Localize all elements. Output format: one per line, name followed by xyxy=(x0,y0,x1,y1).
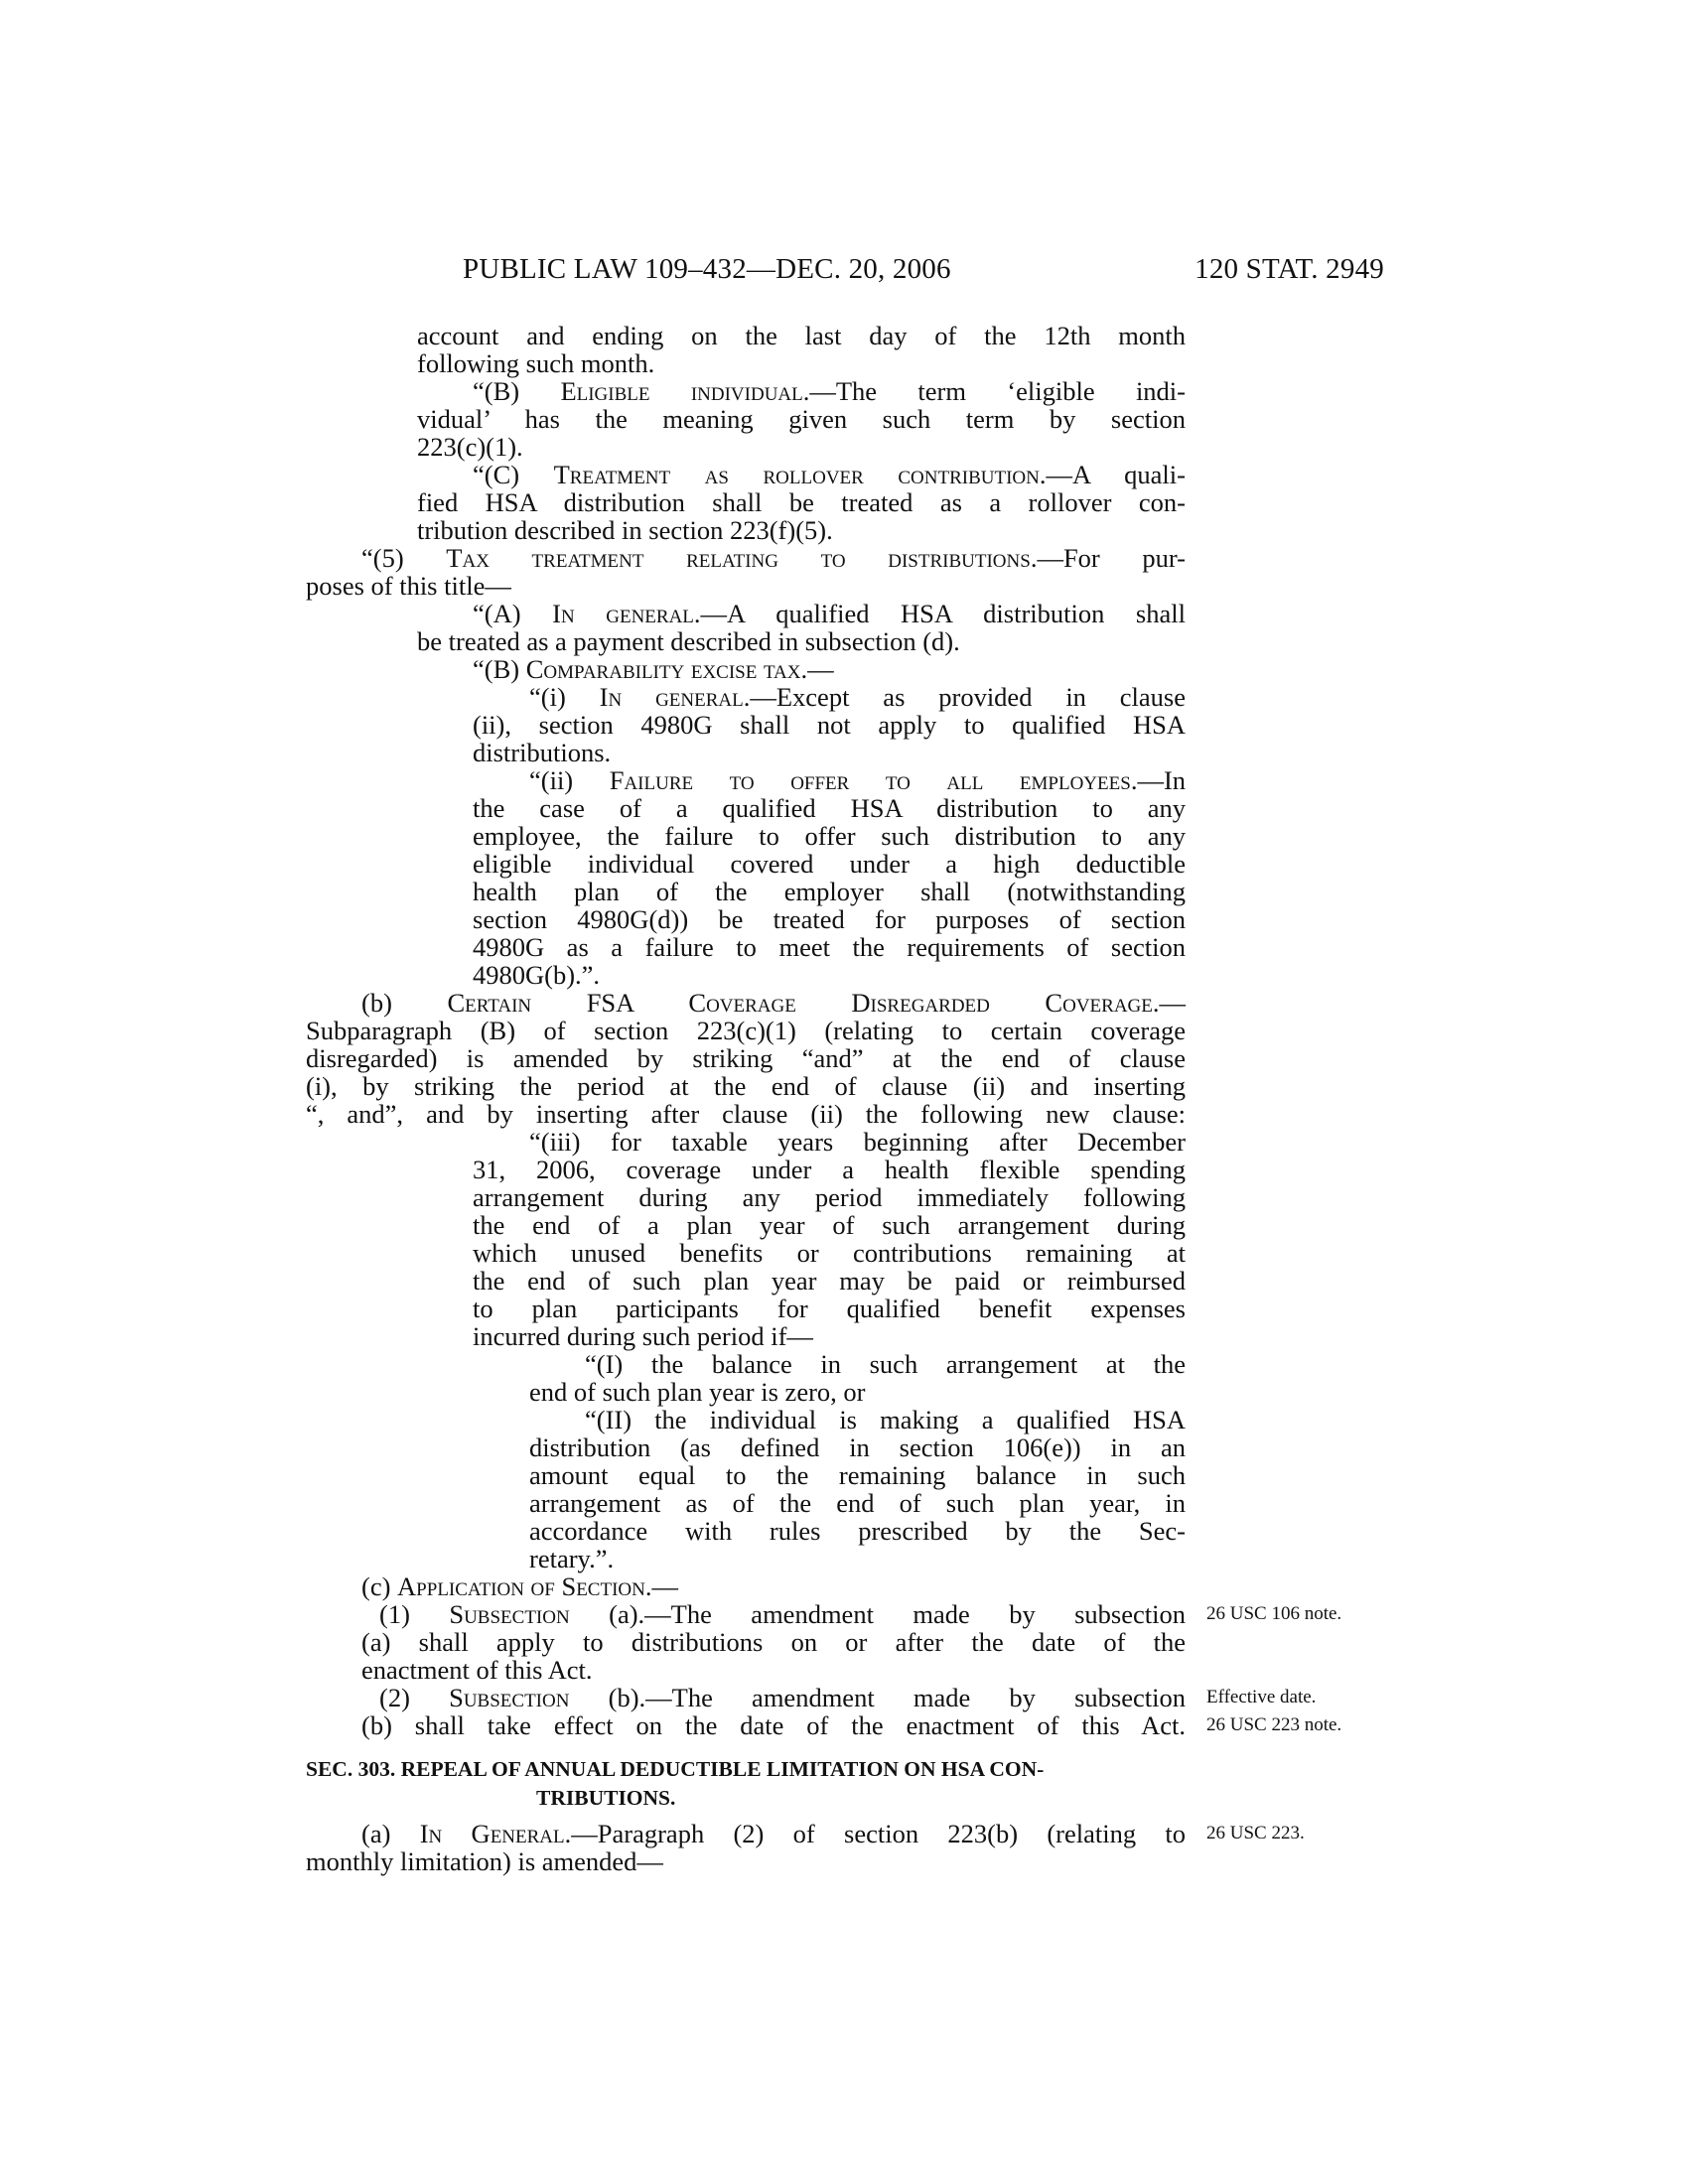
text-run: (b).—The amendment made by subsection xyxy=(569,1683,1186,1712)
text-run: the end of such plan year may be paid or reimbursed xyxy=(473,1266,1186,1296)
text-run: (a) xyxy=(361,1819,420,1848)
text-run: enactment of this Act. xyxy=(361,1655,593,1685)
text-line xyxy=(417,405,1186,433)
text-run: (a).—The amendment made by subsection xyxy=(569,1599,1186,1629)
text-line xyxy=(473,1267,1186,1295)
text-run: “(ii) xyxy=(529,765,610,795)
text-line xyxy=(529,683,1186,711)
text-run: be treated as a payment described in subsection (d). xyxy=(417,626,960,656)
text-line xyxy=(529,1433,1186,1461)
text-run: “(B) xyxy=(473,654,526,684)
text-run: employee, the failure to offer such distribution to any xyxy=(473,821,1186,851)
margin-note: 26 USC 106 note. xyxy=(1206,1603,1342,1624)
margin-note: Effective date. xyxy=(1206,1687,1317,1707)
text-run: “(iii) for taxable years beginning after December xyxy=(529,1127,1186,1157)
small-caps-heading: Comparability excise tax xyxy=(525,654,801,684)
text-run: amount equal to the remaining balance in such xyxy=(529,1460,1186,1490)
text-line xyxy=(473,377,1186,405)
text-line xyxy=(417,349,1186,377)
small-caps-heading: In general xyxy=(599,682,744,712)
text-line xyxy=(473,933,1186,961)
text-line xyxy=(529,1545,1186,1572)
text-run: .— xyxy=(800,654,834,684)
text-line xyxy=(417,488,1186,516)
text-line xyxy=(417,516,1186,544)
text-line xyxy=(473,1295,1186,1322)
text-run: distributions. xyxy=(473,738,612,767)
text-run: which unused benefits or contributions remaining at xyxy=(473,1238,1186,1268)
text-run: the end of a plan year of such arrangement during xyxy=(473,1210,1186,1240)
text-run: poses of this title— xyxy=(306,571,511,601)
text-line xyxy=(529,1378,1186,1406)
text-run: 4980G as a failure to meet the requirements of section xyxy=(473,932,1186,962)
text-line xyxy=(529,766,1186,794)
text-run: accordance with rules prescribed by the Sec- xyxy=(529,1516,1186,1546)
text-run: account and ending on the last day of the 12th month xyxy=(417,321,1186,350)
text-run: 4980G(b).”. xyxy=(473,960,601,990)
text-run: 223(c)(1). xyxy=(417,432,523,462)
small-caps-heading: Application of Section xyxy=(397,1571,645,1601)
text-line xyxy=(585,1350,1186,1378)
text-line xyxy=(306,1044,1186,1072)
text-line xyxy=(473,1183,1186,1211)
text-run: .—The term ‘eligible indi- xyxy=(802,376,1186,406)
text-run: Subparagraph (B) of section 223(c)(1) (relating to certain coverage xyxy=(306,1016,1186,1045)
margin-note: 26 USC 223. xyxy=(1206,1823,1305,1843)
text-line xyxy=(473,794,1186,822)
text-line xyxy=(361,1711,1186,1739)
text-line xyxy=(585,1406,1186,1433)
text-run: (1) xyxy=(379,1599,450,1629)
text-line xyxy=(473,850,1186,878)
small-caps-heading: In general xyxy=(552,599,694,628)
small-caps-heading: Eligible individual xyxy=(560,376,803,406)
text-run: 31, 2006, coverage under a health flexible spending xyxy=(473,1155,1186,1184)
text-line xyxy=(361,989,1186,1017)
text-run: vidual’ has the meaning given such term by section xyxy=(417,404,1186,434)
text-line xyxy=(379,1600,1186,1628)
text-run: retary.”. xyxy=(529,1544,615,1573)
text-run: arrangement during any period immediately following xyxy=(473,1182,1186,1212)
text-run: .—For pur- xyxy=(1030,543,1186,573)
text-line xyxy=(529,1128,1186,1156)
text-line xyxy=(473,905,1186,933)
text-run: following such month. xyxy=(417,348,655,378)
text-run: .—Except as provided in clause xyxy=(743,682,1187,712)
text-line xyxy=(473,1211,1186,1239)
section-heading-line-2: TRIBUTIONS. xyxy=(536,1786,676,1810)
text-run: .—A quali- xyxy=(1039,460,1186,489)
text-run: monthly limitation) is amended— xyxy=(306,1846,663,1876)
text-line xyxy=(473,655,1186,683)
text-line xyxy=(306,1100,1186,1128)
text-line xyxy=(361,1628,1186,1656)
text-run: end of such plan year is zero, or xyxy=(529,1377,866,1407)
text-line xyxy=(529,1461,1186,1489)
text-run: incurred during such period if— xyxy=(473,1321,813,1351)
text-run: “(A) xyxy=(473,599,553,628)
page-stat-number: 120 STAT. 2949 xyxy=(1195,253,1384,285)
text-run: distribution (as defined in section 106(e)) in an xyxy=(529,1433,1186,1462)
text-run: disregarded) is amended by striking “and” at the end of clause xyxy=(306,1043,1186,1073)
text-run: tribution described in section 223(f)(5). xyxy=(417,515,833,545)
text-line xyxy=(417,433,1186,461)
text-line xyxy=(473,739,1186,766)
text-run: .—In xyxy=(1130,765,1187,795)
small-caps-heading: Certain FSA Coverage Disregarded Coverage xyxy=(447,988,1153,1018)
text-line xyxy=(473,878,1186,905)
text-run: .— xyxy=(1152,988,1187,1018)
text-run: (a) shall apply to distributions on or after the date of the xyxy=(361,1627,1186,1657)
text-run: (2) xyxy=(379,1683,450,1712)
text-run: to plan participants for qualified benefit expenses xyxy=(473,1294,1186,1323)
text-run: “(5) xyxy=(361,543,447,573)
text-line xyxy=(361,1572,1186,1600)
text-line xyxy=(306,1072,1186,1100)
section-heading-line-1: SEC. 303. REPEAL OF ANNUAL DEDUCTIBLE LIMITATION ON HSA CON- xyxy=(306,1757,1045,1781)
text-line xyxy=(473,461,1186,488)
text-run: section 4980G(d)) be treated for purposes of section xyxy=(473,904,1186,934)
text-run: “(i) xyxy=(529,682,600,712)
running-header-title: PUBLIC LAW 109–432—DEC. 20, 2006 xyxy=(463,253,951,285)
text-run: the case of a qualified HSA distribution to any xyxy=(473,793,1186,823)
text-run: “(I) the balance in such arrangement at the xyxy=(585,1349,1186,1379)
text-run: (b) shall take effect on the date of the enactment of this Act. xyxy=(361,1710,1186,1740)
text-run: health plan of the employer shall (notwithstanding xyxy=(473,877,1186,906)
text-run: (c) xyxy=(361,1571,398,1601)
margin-note: 26 USC 223 note. xyxy=(1206,1714,1342,1735)
text-line xyxy=(379,1684,1186,1711)
text-line xyxy=(417,322,1186,349)
small-caps-heading: Subsection xyxy=(449,1683,570,1712)
text-run: (ii), section 4980G shall not apply to qualified HSA xyxy=(473,710,1186,740)
text-run: arrangement as of the end of such plan year, in xyxy=(529,1488,1186,1518)
text-line xyxy=(473,822,1186,850)
text-run: “(II) the individual is making a qualified HSA xyxy=(585,1405,1186,1434)
text-run: eligible individual covered under a high deductible xyxy=(473,849,1186,879)
text-run: .— xyxy=(644,1571,678,1601)
text-line xyxy=(473,600,1186,627)
text-run: .—A qualified HSA distribution shall xyxy=(693,599,1186,628)
text-line xyxy=(473,1322,1186,1350)
text-line xyxy=(306,572,1186,600)
text-run: .—Paragraph (2) of section 223(b) (relating to xyxy=(564,1819,1187,1848)
text-run: (b) xyxy=(361,988,448,1018)
text-line xyxy=(473,1156,1186,1183)
text-line xyxy=(473,711,1186,739)
text-run: (i), by striking the period at the end of clause (ii) and inserting xyxy=(306,1071,1186,1101)
text-line xyxy=(361,1820,1186,1847)
text-line xyxy=(306,1847,1186,1875)
text-run: “, and”, and by inserting after clause (ii) the following new clause: xyxy=(306,1099,1186,1129)
small-caps-heading: In General xyxy=(419,1819,565,1848)
text-line xyxy=(417,627,1186,655)
text-line xyxy=(473,1239,1186,1267)
small-caps-heading: Tax treatment relating to distributions xyxy=(446,543,1031,573)
text-line xyxy=(361,1656,1186,1684)
text-line xyxy=(529,1489,1186,1517)
text-line xyxy=(473,961,1186,989)
small-caps-heading: Failure to offer to all employees xyxy=(609,765,1131,795)
text-run: “(B) xyxy=(473,376,561,406)
text-line xyxy=(361,544,1186,572)
small-caps-heading: Treatment as rollover contribution xyxy=(553,460,1040,489)
text-line xyxy=(306,1017,1186,1044)
text-run: fied HSA distribution shall be treated as a rollover con- xyxy=(417,487,1186,517)
text-run: “(C) xyxy=(473,460,554,489)
small-caps-heading: Subsection xyxy=(449,1599,570,1629)
text-line xyxy=(529,1517,1186,1545)
